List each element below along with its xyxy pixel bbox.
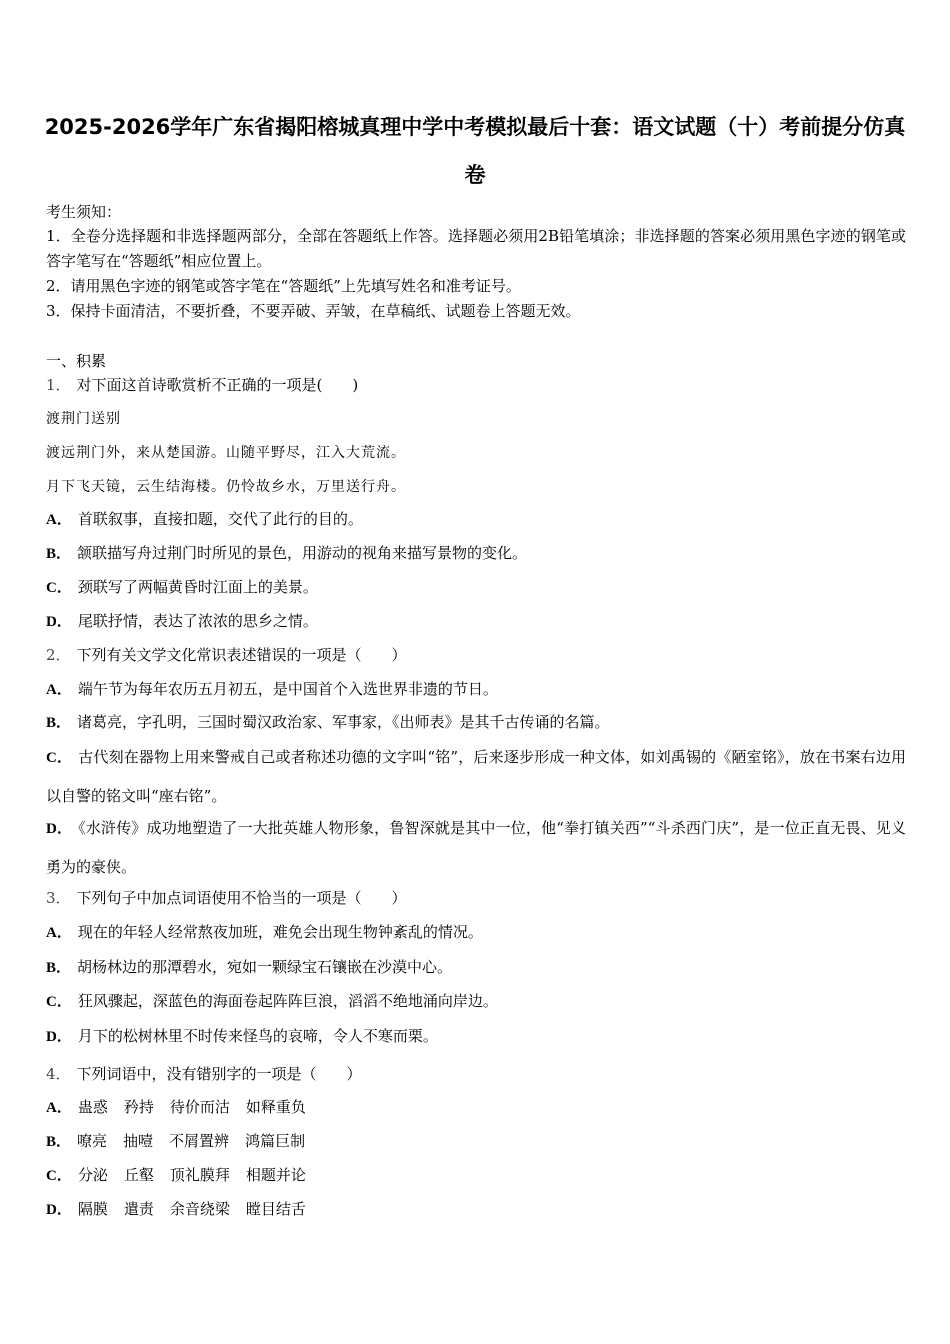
word: 隔膜 [77,1200,108,1218]
q2-stem [46,645,407,665]
word: 瞠目结舌 [245,1200,306,1218]
q2-option-b [46,712,610,733]
q3-option-a [46,922,483,943]
word: 顶礼膜拜 [169,1166,230,1184]
option-text: 颈联写了两幅黄昏时江面上的美景。 [77,578,318,596]
notice-item-3: 3．保持卡面清洁，不要折叠，不要弄破、弄皱，在草稿纸、试题卷上答题无效。 [46,302,581,320]
q1-option-c [46,577,318,598]
option-label: A． [46,1100,72,1116]
option-text: 尾联抒情，表达了浓浓的思乡之情。 [77,612,318,630]
option-label: C． [46,994,72,1010]
q1-option-b [46,543,527,564]
option-label: C． [46,1168,72,1184]
option-text: 颔联描写舟过荆门时所见的景色，用游动的视角来描写景物的变化。 [77,544,528,562]
word: 相题并论 [245,1166,306,1184]
q1-option-a [46,509,363,530]
option-label: B． [46,715,72,731]
option-text: 月下的松树林里不时传来怪鸟的哀啼，令人不寒而栗。 [77,1027,438,1045]
q3-stem [46,888,407,908]
word: 余音绕梁 [169,1200,230,1218]
option-label: B． [46,960,72,976]
poem-line: 渡远荆门外，来从楚国游。山随平野尽，江入大荒流。 [46,445,406,461]
notice-item-1: 1．全卷分选择题和非选择题两部分，全部在答题纸上作答。选择题必须用2B铅笔填涂；非选择题的答案必须用黑色字迹的钢笔或答字笔写在“答题纸”相应位置上。 [46,227,906,270]
q2-option-d [46,809,906,886]
q3-number: 3． [46,889,71,907]
q3-text: 下列句子中加点词语使用不恰当的一项是（ ） [76,889,407,907]
q2-text: 下列有关文学文化常识表述错误的一项是（ ） [76,646,407,664]
word: 待价而沽 [169,1098,230,1116]
q1-stem [46,375,358,395]
option-text: 端午节为每年农历五月初五，是中国首个入选世界非遗的节日。 [77,680,498,698]
option-label: A． [46,682,72,698]
q3-option-c [46,991,498,1012]
word: 鸿篇巨制 [245,1132,306,1150]
option-label: D． [46,1202,72,1218]
option-text: 狂风骤起，深蓝色的海面卷起阵阵巨浪，滔滔不绝地涌向岸边。 [77,992,498,1010]
q2-option-a [46,679,498,700]
notice-heading: 考生须知： [46,203,122,221]
q3-option-d [46,1026,438,1047]
word: 如释重负 [245,1098,306,1116]
q4-option-d [46,1199,306,1220]
option-label: A． [46,512,72,528]
q1-option-d [46,611,318,632]
q4-number: 4． [46,1065,71,1083]
notice-item-2: 2．请用黑色字迹的钢笔或答字笔在“答题纸”上先填写姓名和准考证号。 [46,277,521,295]
option-label: B． [46,1134,72,1150]
word: 嘹亮 [77,1132,108,1150]
word: 不屑置辨 [169,1132,230,1150]
q3-option-b [46,957,452,978]
option-text: 古代刻在器物上用来警戒自己或者称述功德的文字叫“铭”，后来逐步形成一种文体，如刘禹锡的《陋室铭》，放在书案右边用以自警的铭文叫“座右铭”。 [46,748,906,805]
poem-line: 月下飞天镜，云生结海楼。仍怜故乡水，万里送行舟。 [46,479,406,495]
option-label: C． [46,750,73,766]
option-label: A． [46,925,72,941]
page-title: 2025-2026学年广东省揭阳榕城真理中学中考模拟最后十套：语文试题（十）考前提分仿真卷 [44,115,906,187]
q4-stem [46,1064,362,1084]
word: 丘壑 [123,1166,154,1184]
option-text: 现在的年轻人经常熬夜加班，难免会出现生物钟紊乱的情况。 [77,923,483,941]
option-label: B． [46,546,72,562]
option-label: D． [46,1029,72,1045]
option-text: 《水浒传》成功地塑造了一大批英雄人物形象，鲁智深就是其中一位，他“拳打镇关西”“斗杀西门庆”，是一位正直无畏、见义勇为的豪侠。 [46,819,906,876]
option-text: 诸葛亮，字孔明，三国时蜀汉政治家、军事家，《出师表》是其千古传诵的名篇。 [77,713,610,731]
q4-option-b [46,1131,305,1152]
option-text: 首联叙事，直接扣题，交代了此行的目的。 [77,510,363,528]
q4-option-c [46,1165,306,1186]
q2-number: 2． [46,646,71,664]
q1-text: 对下面这首诗歌赏析不正确的一项是( ) [76,376,359,394]
word: 抽噎 [123,1132,154,1150]
word: 分泌 [77,1166,108,1184]
poem-title: 渡荆门送别 [46,411,121,427]
option-label: C． [46,580,72,596]
q1-number: 1． [46,376,71,394]
word: 矜持 [123,1098,154,1116]
word: 蛊惑 [77,1098,108,1116]
option-label: D． [46,614,72,630]
q4-option-a [46,1097,306,1118]
q4-text: 下列词语中，没有错别字的一项是（ ） [76,1065,362,1083]
option-text: 胡杨林边的那潭碧水，宛如一颗绿宝石镶嵌在沙漠中心。 [77,958,453,976]
option-label: D． [46,821,73,837]
q2-option-c [46,738,906,815]
section-heading: 一、积累 [46,352,107,370]
word: 遣责 [123,1200,154,1218]
